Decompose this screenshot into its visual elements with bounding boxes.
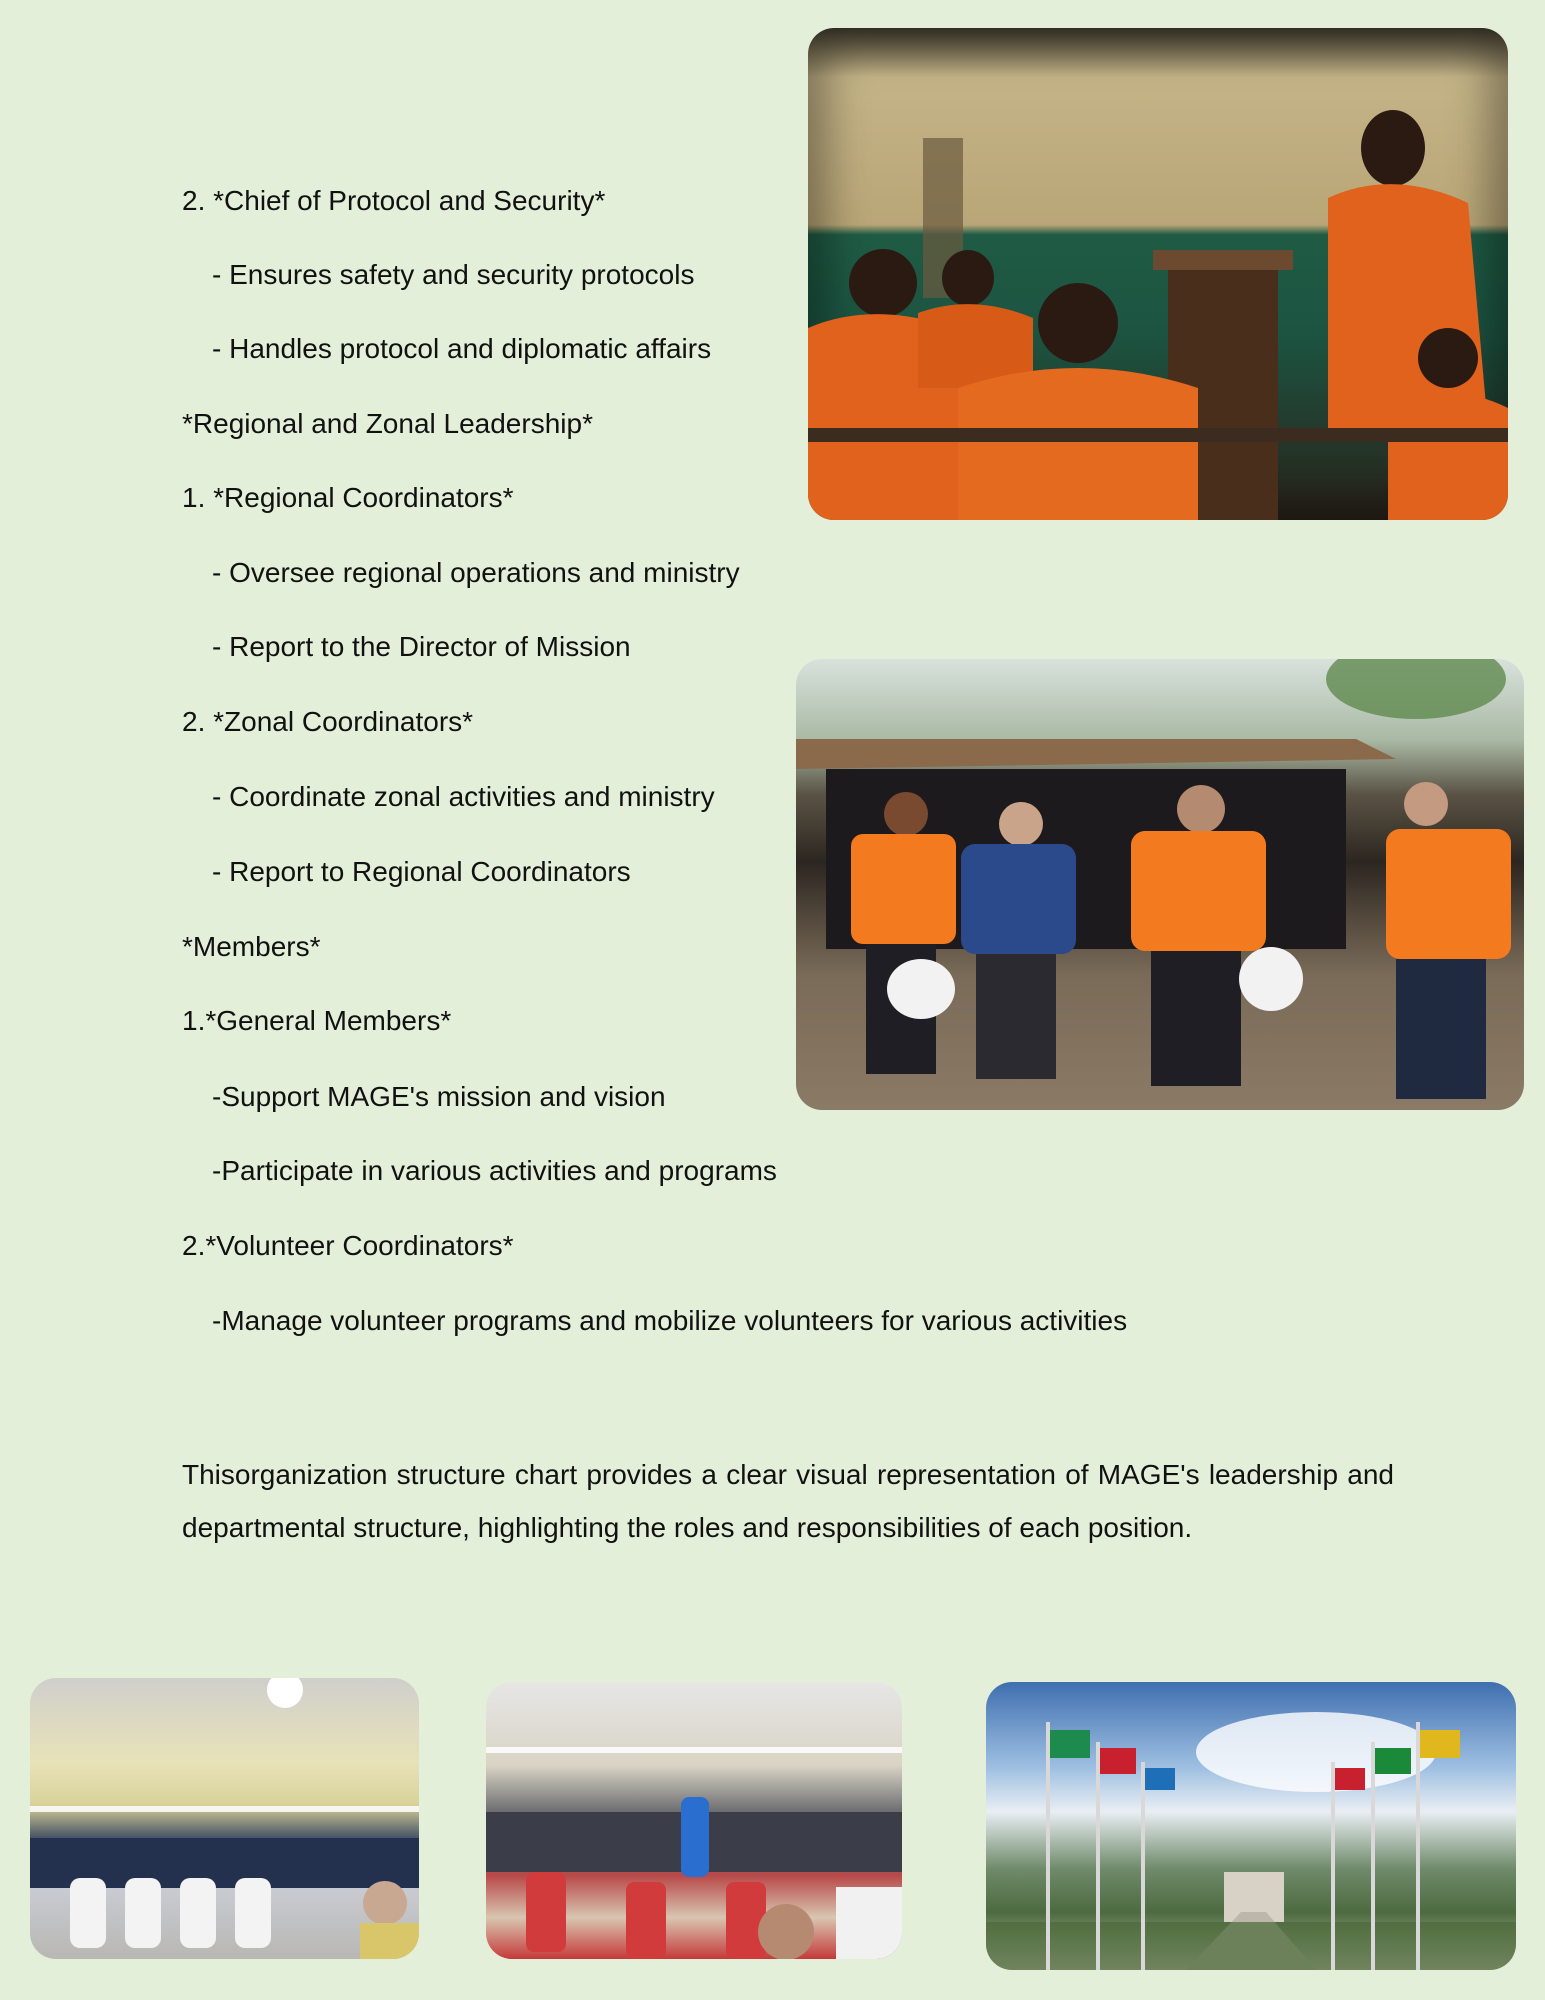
audience-illustration-1 [30,1678,419,1959]
heading-zonal-coordinators: 2. *Zonal Coordinators* [182,706,474,737]
prison-ministry-photo [808,28,1508,520]
aid-distribution-photo [796,659,1524,1110]
list-item: -Participate in various activities and programs [212,1155,777,1186]
aid-scene-illustration [796,659,1524,1110]
summary-paragraph: Thisorganization structure chart provides a clear visual representation of MAGE's leadership and departmental structure, highlighting the roles and responsibilities of each position. [182,1459,1394,1543]
heading-chief-protocol: 2. *Chief of Protocol and Security* [182,185,606,216]
heading-general-members: 1.*General Members* [182,1005,452,1036]
heading-volunteer-coordinators: 2.*Volunteer Coordinators* [182,1230,514,1261]
audience-illustration-2 [486,1682,902,1959]
list-item: -Manage volunteer programs and mobilize volunteers for various activities [212,1305,1128,1336]
section-heading-regional-zonal: *Regional and Zonal Leadership* [182,408,593,439]
heading-regional-coordinators: 1. *Regional Coordinators* [182,482,514,513]
list-item: - Oversee regional operations and ministry [212,557,740,588]
list-item: - Report to Regional Coordinators [212,856,631,887]
section-heading-members: *Members* [182,931,321,962]
list-item: - Coordinate zonal activities and ministry [212,781,715,812]
flags-illustration [986,1682,1516,1970]
list-item: - Report to the Director of Mission [212,631,631,662]
prison-scene-illustration [808,28,1508,520]
list-item: - Handles protocol and diplomatic affairs [212,333,712,364]
conference-hall-photo-2 [486,1682,902,1959]
conference-hall-photo-1 [30,1678,419,1959]
list-item: - Ensures safety and security protocols [212,259,695,290]
list-item: -Support MAGE's mission and vision [212,1081,666,1112]
flags-avenue-photo [986,1682,1516,1970]
